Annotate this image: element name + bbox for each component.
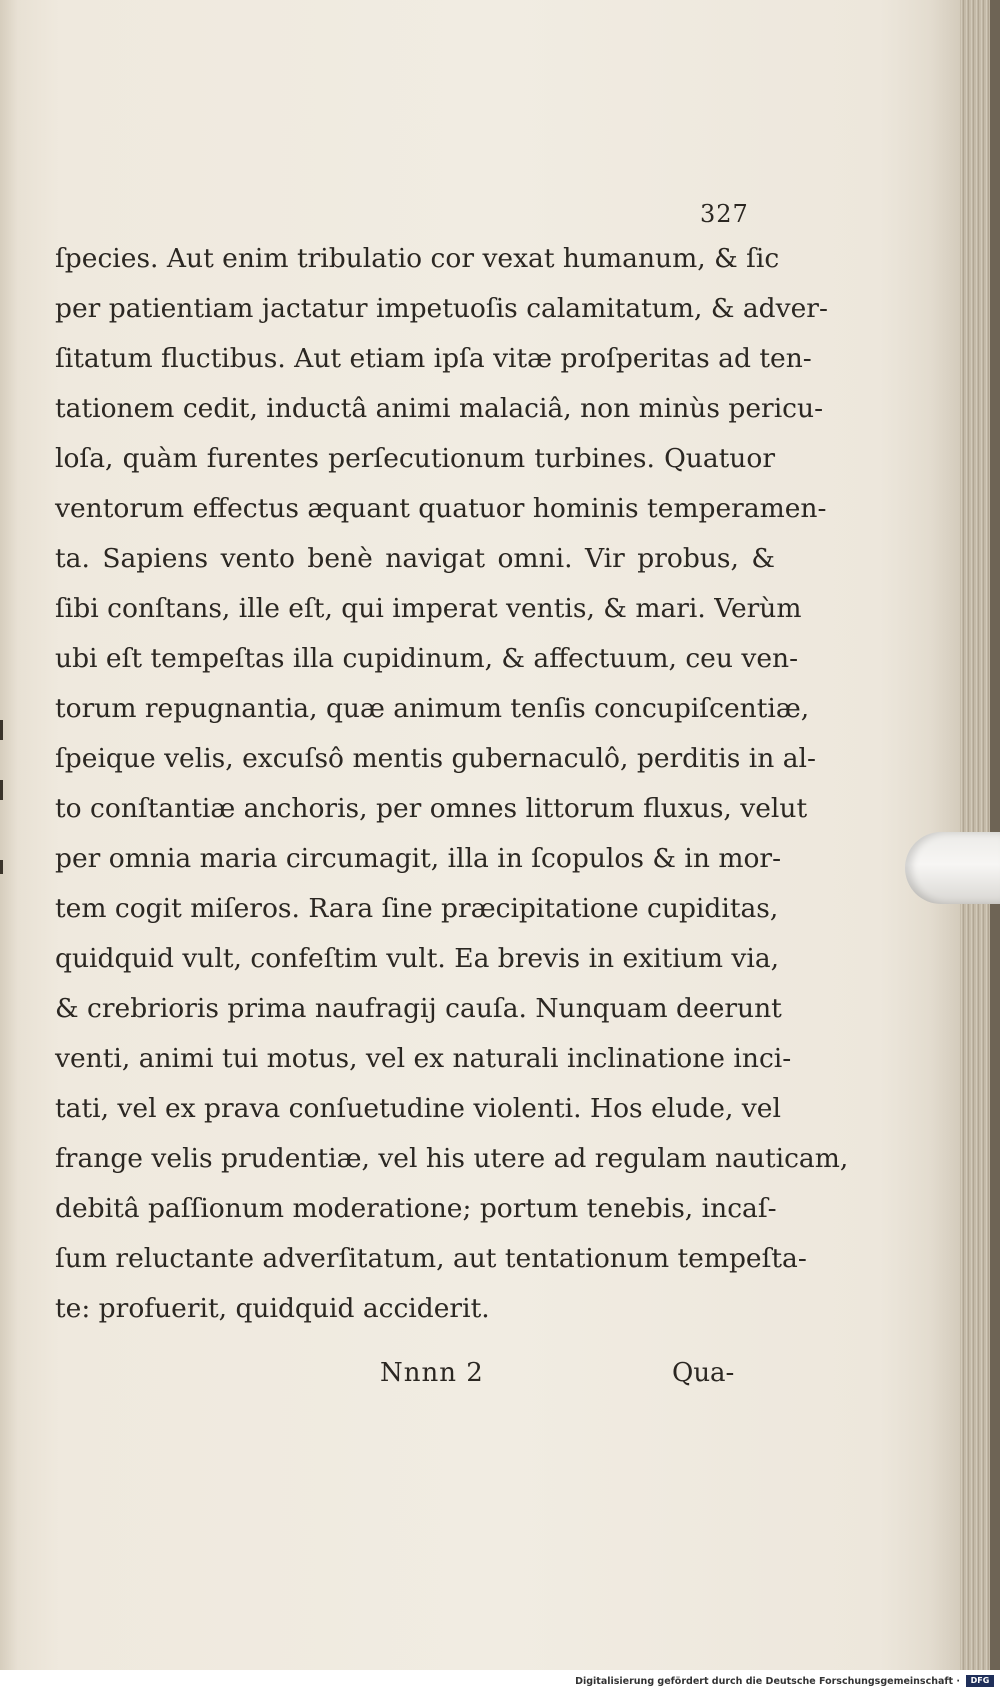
gutter-mark	[0, 860, 3, 874]
text-line: & crebrioris prima naufragij cauſa. Nunquam deerunt	[55, 993, 782, 1024]
page-number: 327	[700, 200, 749, 228]
bookmark-tab	[905, 832, 1000, 904]
text-line: ſibi conſtans, ille eſt, qui imperat ventis, & mari. Verùm	[55, 593, 802, 624]
text-line: ſitatum fluctibus. Aut etiam ipſa vitæ proſperitas ad ten-	[55, 343, 812, 374]
text-line: ta. Sapiens vento benè navigat omni. Vir probus, &	[55, 543, 775, 574]
text-line: loſa, quàm furentes perſecutionum turbines. Quatuor	[55, 443, 775, 474]
text-line: ſum reluctante adverſitatum, aut tentationum tempeſta-	[55, 1243, 807, 1274]
text-line: debitâ paſſionum moderatione; portum tenebis, incaſ-	[55, 1193, 777, 1224]
text-line: tationem cedit, inductâ animi malaciâ, non minùs pericu-	[55, 393, 824, 424]
text-line: tem cogit miſeros. Rara ſine præcipitatione cupiditas,	[55, 893, 779, 924]
text-line: tati, vel ex prava conſuetudine violenti. Hos elude, vel	[55, 1093, 781, 1124]
text-line: frange velis prudentiæ, vel his utere ad regulam nauticam,	[55, 1143, 849, 1174]
text-line: torum repugnantia, quæ animum tenſis concupiſcentiæ,	[55, 693, 810, 724]
text-line: ſpeique velis, excuſsô mentis gubernaculô, perditis in al-	[55, 743, 816, 774]
dfg-logo-icon: DFG	[966, 1675, 994, 1687]
text-line: to conſtantiæ anchoris, per omnes littorum fluxus, velut	[55, 793, 808, 824]
gutter-mark	[0, 780, 3, 800]
text-line: quidquid vult, confeſtim vult. Ea brevis in exitium via,	[55, 943, 780, 974]
text-line: per omnia maria circumagit, illa in ſcopulos & in mor-	[55, 843, 782, 874]
signature-mark: Nnnn 2	[380, 1358, 484, 1388]
gutter-mark	[0, 720, 3, 740]
catchword: Qua-	[672, 1358, 735, 1388]
text-line: per patientiam jactatur impetuoſis calamitatum, & adver-	[55, 293, 828, 324]
text-line: te: profuerit, quidquid acciderit.	[55, 1293, 490, 1324]
digitization-credit: Digitalisierung gefördert durch die Deutsche Forschungsgemeinschaft ·	[575, 1676, 960, 1687]
text-line: venti, animi tui motus, vel ex naturali inclinatione inci-	[55, 1043, 792, 1074]
text-line: ſpecies. Aut enim tribulatio cor vexat humanum, & ſic	[55, 243, 780, 274]
text-line: ventorum effectus æquant quatuor hominis temperamen-	[55, 493, 827, 524]
text-line: ubi eſt tempeſtas illa cupidinum, & affectuum, ceu ven-	[55, 643, 799, 674]
